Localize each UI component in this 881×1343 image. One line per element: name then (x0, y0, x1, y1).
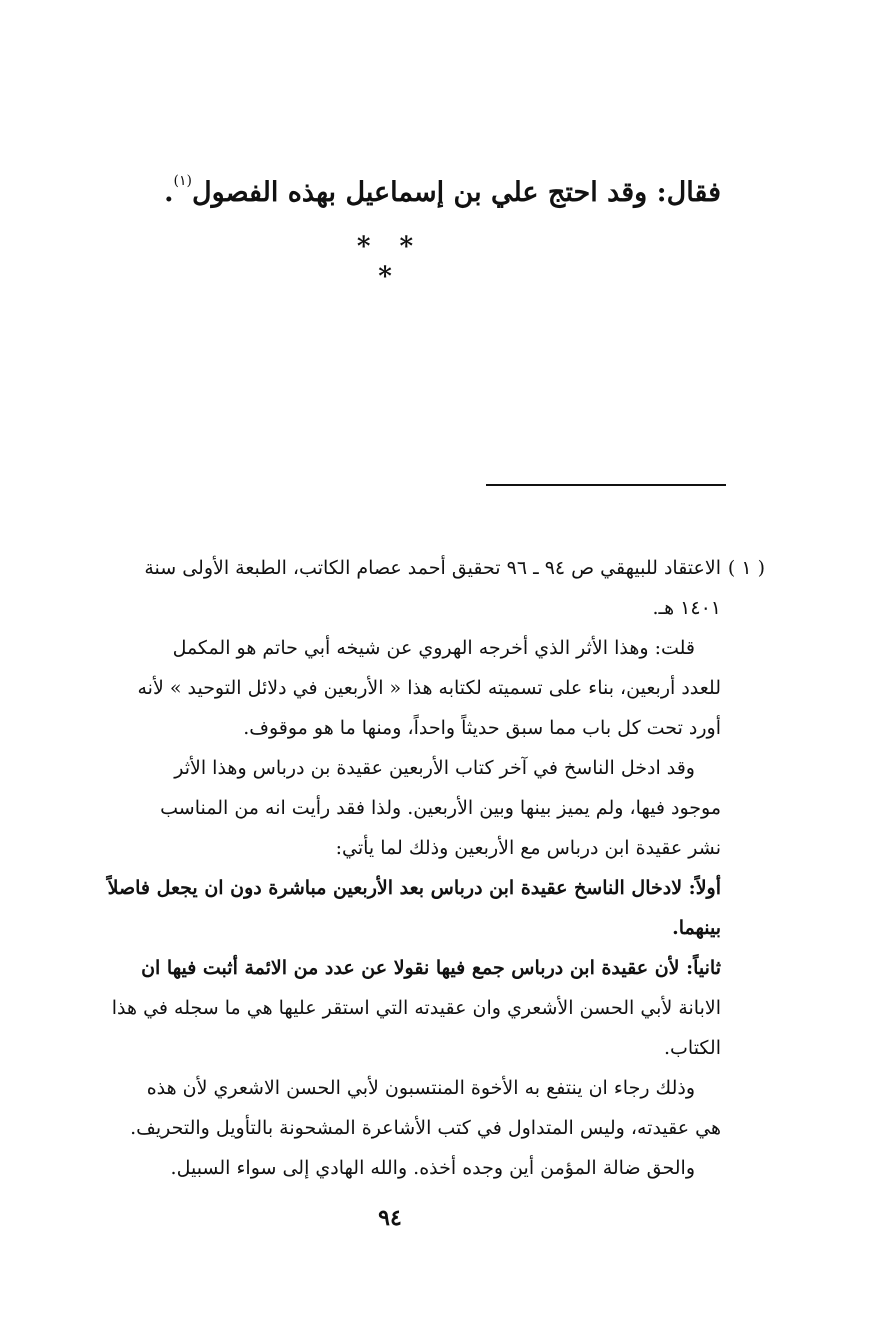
footnote-line: الابانة لأبي الحسن الأشعري وان عقيدته التي استقر عليها هي ما سجله في هذا (111, 997, 721, 1019)
main-text-line (121, 158, 721, 216)
footnote-line: وذلك رجاء ان ينتفع به الأخوة المنتسبون لأبي الحسن الاشعري لأن هذه (146, 1077, 695, 1099)
footnote-line: الكتاب. (663, 1037, 721, 1059)
footnote-line: ١٤٠١ هـ. (652, 597, 721, 619)
section-separator: * * * (356, 232, 424, 292)
footnote-line: هي عقيدته، وليس المتداول في كتب الأشاعرة المشحونة بالتأويل والتحريف. (130, 1117, 721, 1139)
footnote-divider (486, 484, 726, 486)
footnote-line: أولاً: لادخال الناسخ عقيدة ابن درباس بعد الأربعين مباشرة دون ان يجعل فاصلاً (107, 877, 721, 899)
footnote-number: ( ١ ) (727, 557, 765, 579)
main-text-end: . (164, 177, 174, 208)
footnote-line: للعدد أربعين، بناء على تسميته لكتابه هذا « الأربعين في دلائل التوحيد » لأنه (137, 677, 721, 699)
footnote-body (105, 548, 721, 1188)
page-number: ٩٤ (378, 1205, 402, 1231)
footnote-line: الاعتقاد للبيهقي ص ٩٤ ـ ٩٦ تحقيق أحمد عصام الكاتب، الطبعة الأولى سنة (144, 557, 721, 579)
footnote-line: أورد تحت كل باب مما سبق حديثاً واحداً، ومنها ما هو موقوف. (243, 717, 721, 739)
footnote-line: نشر عقيدة ابن درباس مع الأربعين وذلك لما يأتي: (335, 837, 721, 859)
footnote-line: وقد ادخل الناسخ في آخر كتاب الأربعين عقيدة بن درباس وهذا الأثر (174, 757, 695, 779)
footnote-line: موجود فيها، ولم يميز بينها وبين الأربعين. ولذا فقد رأيت انه من المناسب (160, 797, 721, 819)
footnote-line: بينهما. (672, 917, 721, 939)
footnote-line: ثانياً: لأن عقيدة ابن درباس جمع فيها نقولا عن عدد من الائمة أثبت فيها ان (141, 957, 721, 979)
footnote-reference: (١) (173, 173, 192, 189)
main-text: فقال: وقد احتج علي بن إسماعيل بهذه الفصول (192, 177, 721, 208)
footnote-line: قلت: وهذا الأثر الذي أخرجه الهروي عن شيخه أبي حاتم هو المكمل (172, 637, 695, 659)
footnote-line: والحق ضالة المؤمن أين وجده أخذه. والله الهادي إلى سواء السبيل. (170, 1157, 695, 1179)
